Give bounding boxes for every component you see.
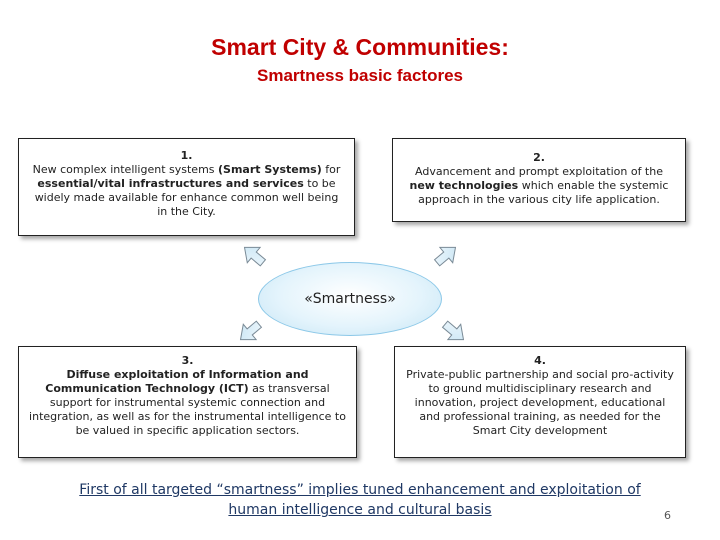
factor-bold-text: (Smart Systems): [218, 163, 322, 176]
slide-subtitle: Smartness basic factores: [257, 66, 463, 85]
arrow-to-box-2-icon: [431, 240, 462, 271]
footer-statement: [52, 480, 668, 520]
footer-line-1: First of all targeted “smartness” implies tuned enhancement and exploitation of: [79, 482, 641, 498]
factor-number: 1.: [180, 149, 193, 162]
factor-bold-text: essential/vital infrastructures and services: [37, 177, 304, 190]
factor-number: 3.: [181, 354, 194, 367]
factor-text: which enable the systemic approach in the various city life application.: [418, 179, 669, 206]
page-number: 6: [664, 509, 671, 522]
arrow-to-box-3-icon: [234, 317, 265, 348]
factor-text: Advancement and prompt exploitation of the: [415, 165, 663, 178]
factor-text: Private-public partnership and social pro-activity to ground multidisciplinary research and innovation, project development, educational and professional training, as needed for the Smart City development: [406, 368, 674, 437]
arrow-to-box-1-icon: [238, 240, 269, 271]
factor-text: as transversal support for instrumental systemic connection and integration, as well as for the instrumental intelligence to be valued in specific application sectors.: [29, 382, 346, 437]
smartness-ellipse: [258, 262, 442, 336]
footer-line-2: human intelligence and cultural basis: [228, 502, 492, 518]
factor-text: to be widely made available for enhance common well being in the City.: [34, 177, 339, 218]
arrow-to-box-4-icon: [439, 317, 470, 348]
factor-bold-text: new technologies: [409, 179, 519, 192]
factor-bold-text: Diffuse exploitation of Information and Communication Technology (ICT): [45, 368, 309, 395]
factor-text: New complex intelligent systems: [32, 163, 219, 176]
slide-title: Smart City & Communities:: [211, 34, 509, 60]
factor-number: 4.: [534, 354, 546, 367]
factor-number: 2.: [533, 151, 545, 164]
factor-text: for: [321, 163, 341, 176]
smartness-label: «Smartness»: [304, 291, 396, 307]
